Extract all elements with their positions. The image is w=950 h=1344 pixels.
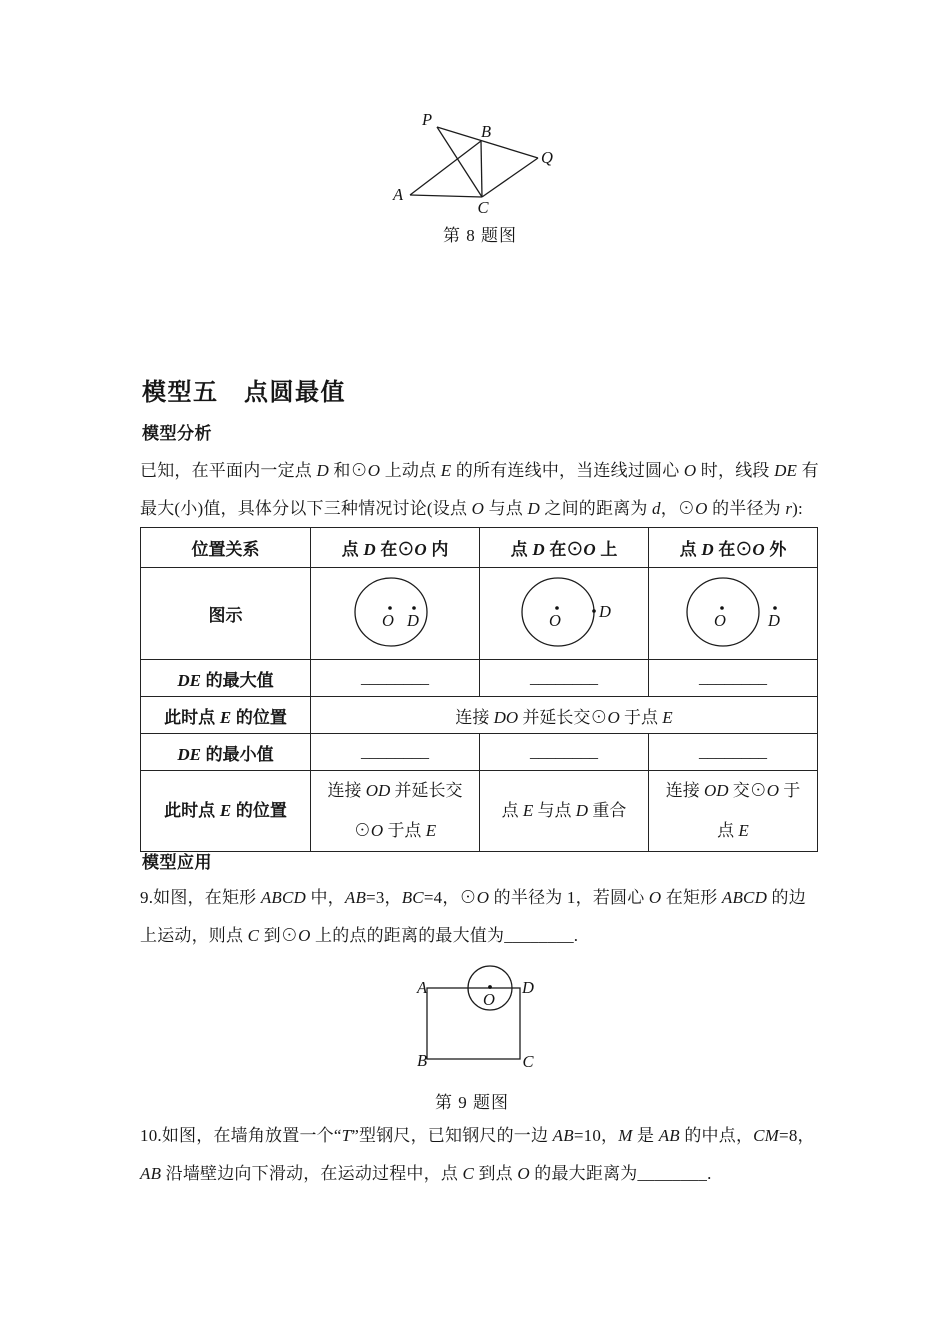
section-title: 模型五 点圆最值 [142, 379, 346, 406]
point-label-D: D [522, 978, 534, 997]
min-value-row [141, 734, 818, 771]
diagram-label-O: O [549, 611, 561, 630]
min-position-inside: 连接 OD 并延长交⊙O 于点 E [311, 771, 480, 852]
point-label-Q: Q [541, 148, 553, 167]
min-value-label: DE 的最小值 [141, 734, 311, 771]
max-position-value: 连接 DO 并延长交⊙O 于点 E [311, 697, 818, 734]
table-header-row [141, 528, 818, 568]
min-position-row [141, 771, 818, 852]
figure-9-caption: 第 9 题图 [435, 1093, 509, 1112]
point-label-P: P [421, 110, 433, 129]
min-position-label: 此时点 E 的位置 [141, 771, 311, 852]
max-value-label: DE 的最大值 [141, 660, 311, 697]
diagram-outside-cell [649, 568, 818, 660]
header-outside: 点 D 在⊙O 外 [649, 528, 818, 568]
diagram-inside-cell [311, 568, 480, 660]
diagram-label-O: O [714, 611, 726, 630]
diagram-row [141, 568, 818, 660]
intro-line-2: 最大(小)值，具体分以下三种情况讨论(设点 O 与点 D 之间的距离为 d，⊙O 的半径为 r): [140, 499, 803, 518]
problem-10-line-2: AB 沿墙壁边向下滑动，在运动过程中，点 C 到点 O 的最大距离为________. [140, 1164, 712, 1183]
point-label-C: C [522, 1052, 534, 1071]
min-blank-3: ________ [649, 734, 818, 771]
point-label-A: A [392, 185, 404, 204]
point-label-B: B [480, 122, 492, 141]
figure-8-lines [410, 127, 538, 197]
max-blank-1: ________ [311, 660, 480, 697]
point-label-C: C [477, 198, 489, 217]
point-label-A: A [416, 978, 428, 997]
min-blank-2: ________ [480, 734, 649, 771]
diagram-label-D: D [599, 602, 611, 621]
problem-10-line-1: 10.如图，在墙角放置一个“T”型钢尺，已知钢尺的一边 AB=10，M 是 AB 的中点，CM=8， [140, 1126, 815, 1145]
header-relation: 位置关系 [141, 528, 311, 568]
circle-diagram-inside [311, 568, 480, 654]
max-blank-3: ________ [649, 660, 818, 697]
problem-9-line-1: 9.如图，在矩形 ABCD 中，AB=3，BC=4，⊙O 的半径为 1，若圆心 O 在矩形 ABCD 的边 [140, 888, 806, 907]
max-position-row [141, 697, 818, 734]
intro-line-1: 已知，在平面内一定点 D 和⊙O 上动点 E 的所有连线中，当连线过圆心 O 时，线段 DE 有 [140, 461, 819, 480]
point-label-B: B [416, 1051, 428, 1070]
max-position-label: 此时点 E 的位置 [141, 697, 311, 734]
problem-9-line-2: 上运动，则点 C 到⊙O 上的点的距离的最大值为________. [140, 926, 579, 945]
header-inside: 点 D 在⊙O 内 [311, 528, 480, 568]
min-position-on: 点 E 与点 D 重合 [480, 771, 649, 852]
min-blank-1: ________ [311, 734, 480, 771]
circle-diagram-on [480, 568, 649, 654]
figure-8-caption: 第 8 题图 [443, 226, 517, 245]
relation-table [140, 527, 818, 852]
diagram-label-D: D [407, 611, 419, 630]
model-application-label: 模型应用 [142, 853, 212, 872]
diagram-label-O: O [382, 611, 394, 630]
figure-9 [415, 956, 575, 1081]
diagram-on-cell [480, 568, 649, 660]
max-blank-2: ________ [480, 660, 649, 697]
max-value-row [141, 660, 818, 697]
diagram-label-D: D [768, 611, 780, 630]
figure-8 [383, 103, 583, 218]
diagram-row-label: 图示 [141, 568, 311, 660]
point-label-O: O [483, 990, 495, 1009]
model-analysis-label: 模型分析 [142, 424, 212, 443]
header-on: 点 D 在⊙O 上 [480, 528, 649, 568]
min-position-outside: 连接 OD 交⊙O 于点 E [649, 771, 818, 852]
circle-diagram-outside [649, 568, 818, 654]
